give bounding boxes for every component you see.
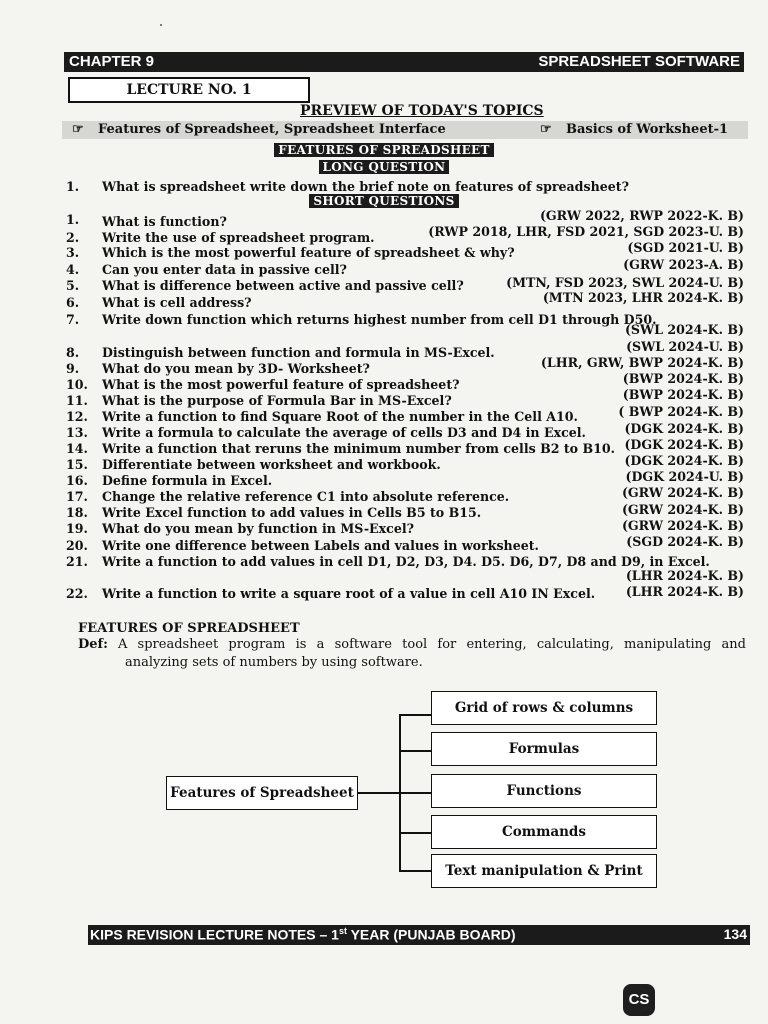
definition-label: Def: (78, 637, 108, 652)
short-question-item: 21. Write a function to add values in cell D1, D2, D3, D4. D5. D6, D7, D8 and D9, in Excel. (LHR 2024-K. B) (66, 554, 744, 583)
definition-line-2: analyzing sets of numbers by using software. (125, 655, 423, 670)
subject-label: SPREADSHEET SOFTWARE (538, 53, 740, 70)
connector-line (399, 870, 431, 872)
diagram-child-box: Formulas (431, 732, 657, 766)
lecture-title: LECTURE NO. 1 (68, 77, 310, 103)
short-question-item: 7. Write down function which returns highest number from cell D1 through D50. (SWL 2024-K. B) (66, 312, 744, 337)
short-question-item: 19. What do you mean by function in MS-Excel? (GRW 2024-K. B) (66, 518, 744, 536)
pointer-icon: ☞ (540, 122, 552, 137)
short-question-item: 12. Write a function to find Square Root of the number in the Cell A10. ( BWP 2024-K. B) (66, 404, 744, 424)
short-questions-heading: SHORT QUESTIONS (0, 194, 768, 208)
topic-2: Basics of Worksheet-1 (566, 122, 729, 137)
short-question-item: 4. Can you enter data in passive cell? (GRW 2023-A. B) (66, 257, 744, 277)
connector-line (399, 714, 431, 716)
short-question-item: 14. Write a function that reruns the minimum number from cells B2 to B10. (DGK 2024-K. B) (66, 437, 744, 456)
connector-line (357, 792, 399, 794)
short-question-item: 22. Write a function to write a square root of a value in cell A10 IN Excel. (LHR 2024-K. B) (66, 584, 744, 601)
features-title: FEATURES OF SPREADSHEET (78, 621, 300, 636)
diagram-child-box: Commands (431, 815, 657, 849)
short-question-item: 1. What is function? (GRW 2022, RWP 2022-K. B) (66, 208, 744, 229)
short-question-item: 20. Write one difference between Labels and values in worksheet. (SGD 2024-K. B) (66, 534, 744, 553)
short-question-item: 11. What is the purpose of Formula Bar in MS-Excel? (BWP 2024-K. B) (66, 387, 744, 408)
short-question-item: 9. What do you mean by 3D- Worksheet? (LHR, GRW, BWP 2024-K. B) (66, 355, 744, 376)
diagram-child-box: Grid of rows & columns (431, 691, 657, 725)
diagram-child-box: Text manipulation & Print (431, 854, 657, 888)
short-question-item: 18. Write Excel function to add values in Cells B5 to B15. (GRW 2024-K. B) (66, 502, 744, 520)
definition-line-1: Def: A spreadsheet program is a software tool for entering, calculating, manipulating and (78, 637, 746, 652)
pointer-icon: ☞ (72, 122, 84, 137)
short-question-item: 6. What is cell address? (MTN 2023, LHR 2024-K. B) (66, 290, 744, 310)
diagram-child-box: Functions (431, 774, 657, 808)
camscanner-badge: CS (623, 984, 655, 1016)
long-question-item: 1. What is spreadsheet write down the brief note on features of spreadsheet? (66, 179, 629, 194)
footer-bar (88, 925, 750, 945)
short-question-item: 15. Differentiate between worksheet and workbook. (DGK 2024-K. B) (66, 453, 744, 472)
topics-bar (62, 121, 748, 139)
short-question-item: 16. Define formula in Excel. (DGK 2024-U. B) (66, 469, 744, 488)
short-question-item: 3. Which is the most powerful feature of spreadsheet & why? (SGD 2021-U. B) (66, 240, 744, 260)
chapter-header-bar (64, 52, 744, 72)
preview-title: PREVIEW OF TODAY'S TOPICS (300, 103, 544, 119)
short-question-item: 13. Write a formula to calculate the average of cells D3 and D4 in Excel. (DGK 2024-K. B) (66, 421, 744, 440)
diagram-root-box: Features of Spreadsheet (166, 776, 358, 810)
short-question-item: 8. Distinguish between function and formula in MS-Excel. (SWL 2024-U. B) (66, 339, 744, 360)
short-question-item: 2. Write the use of spreadsheet program. (RWP 2018, LHR, FSD 2021, SGD 2023-U. B) (66, 224, 744, 245)
short-question-item: 5. What is difference between active and passive cell? (MTN, FSD 2023, SWL 2024-U. B) (66, 275, 744, 293)
short-question-item: 10. What is the most powerful feature of spreadsheet? (BWP 2024-K. B) (66, 371, 744, 392)
connector-line (399, 750, 431, 752)
page-number: 134 (723, 926, 747, 942)
connector-line (399, 832, 431, 834)
long-question-heading: LONG QUESTION (0, 160, 768, 174)
topic-1: Features of Spreadsheet, Spreadsheet Interface (98, 122, 446, 137)
connector-line (399, 792, 431, 794)
short-question-item: 17. Change the relative reference C1 into absolute reference. (GRW 2024-K. B) (66, 485, 744, 504)
speck (160, 24, 162, 26)
footer-title: KIPS REVISION LECTURE NOTES – 1st YEAR (PUNJAB BOARD) (90, 926, 516, 943)
section-heading: FEATURES OF SPREADSHEET (0, 143, 768, 157)
chapter-label: CHAPTER 9 (69, 53, 155, 70)
